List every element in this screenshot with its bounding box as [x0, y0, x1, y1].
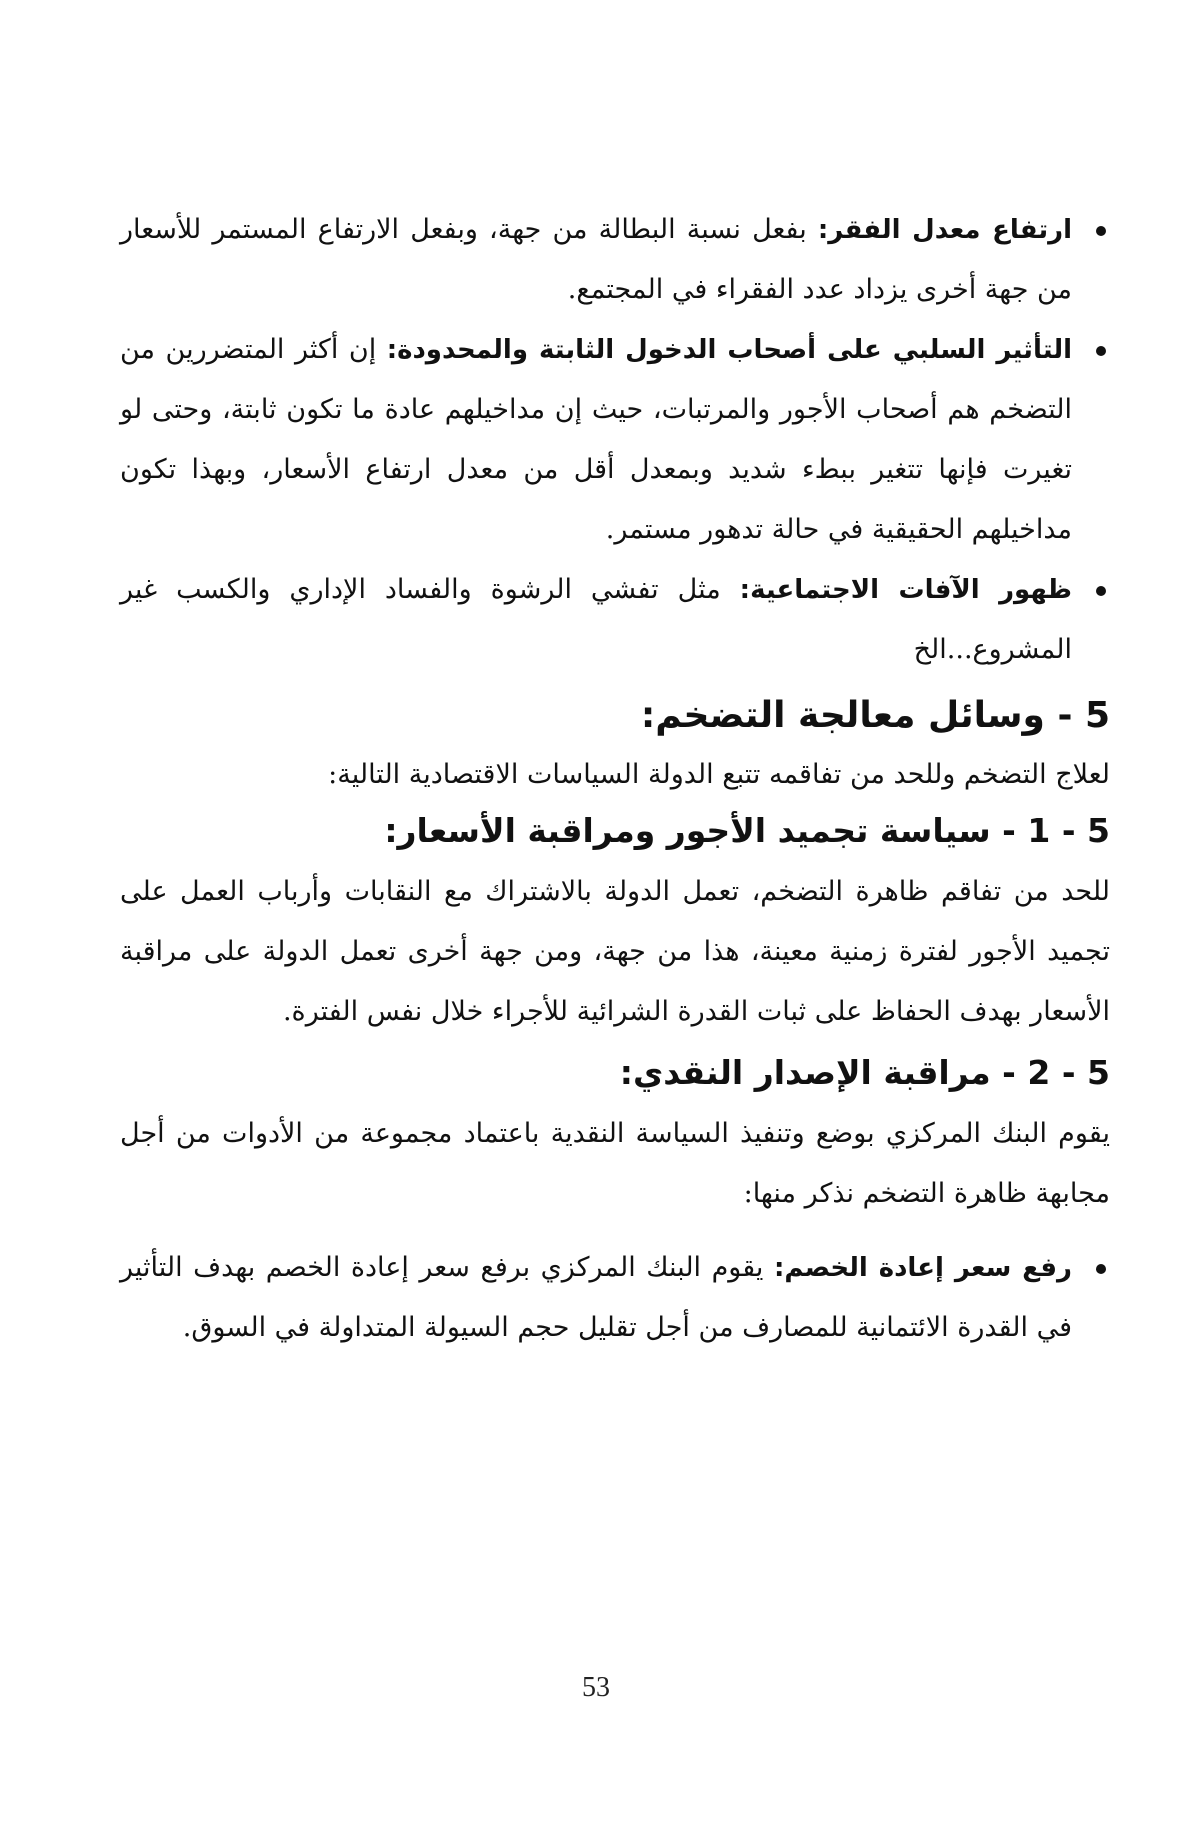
subsection-text-wages: للحد من تفاقم ظاهرة التضخم، تعمل الدولة بالاشتراك مع النقابات وأرباب العمل على تجميد الأجور لفترة زمنية معينة، هذا من جهة، ومن جهة أخرى تعمل الدولة على مراقبة الأسعار بهدف الحفاظ على ثبات القدرة الشرائية للأجراء خلال نفس الفترة. [120, 876, 1110, 1027]
section-heading-treatment: 5 - وسائل معالجة التضخم: [640, 695, 1110, 736]
subsection-heading-monetary: 5 - 2 - مراقبة الإصدار النقدي: [619, 1053, 1110, 1092]
bullet-list-tools [120, 1238, 1110, 1358]
page-content [120, 200, 1110, 1358]
bullet-item-social-ills [120, 560, 1110, 680]
bullet-item-fixed-income [120, 320, 1110, 560]
bullet-item-poverty [120, 200, 1110, 320]
bullet-text: يقوم البنك المركزي برفع سعر إعادة الخصم بهدف التأثير في القدرة الائتمانية للمصارف من أجل تقليل حجم السيولة المتداولة في السوق. [120, 1252, 1072, 1343]
bullet-term: ظهور الآفات الاجتماعية: [739, 575, 1072, 605]
bullet-term: التأثير السلبي على أصحاب الدخول الثابتة والمحدودة: [386, 335, 1072, 365]
page-number: 53 [582, 1672, 610, 1703]
bullet-item-discount-rate [120, 1238, 1110, 1358]
bullet-term: ارتفاع معدل الفقر: [817, 215, 1072, 245]
bullet-text: مثل تفشي الرشوة والفساد الإداري والكسب غير المشروع...الخ [120, 574, 1072, 665]
section-intro: لعلاج التضخم وللحد من تفاقمه تتبع الدولة السياسات الاقتصادية التالية: [328, 759, 1110, 790]
bullet-text: بفعل نسبة البطالة من جهة، وبفعل الارتفاع المستمر للأسعار من جهة أخرى يزداد عدد الفقراء في المجتمع. [120, 214, 1072, 305]
subsection-heading-wages: 5 - 1 - سياسة تجميد الأجور ومراقبة الأسعار: [384, 811, 1110, 850]
bullet-term: رفع سعر إعادة الخصم: [773, 1253, 1073, 1283]
subsection-text-monetary: يقوم البنك المركزي بوضع وتنفيذ السياسة النقدية باعتماد مجموعة من الأدوات من أجل مجابهة ظاهرة التضخم نذكر منها: [120, 1118, 1110, 1209]
bullet-list-effects [120, 200, 1110, 680]
bullet-text: إن أكثر المتضررين من التضخم هم أصحاب الأجور والمرتبات، حيث إن مداخيلهم عادة ما تكون ثابتة، وحتى لو تغيرت فإنها تتغير ببطء شديد وبمعدل أقل من معدل ارتفاع الأسعار، وبهذا تكون مداخيلهم الحقيقية في حالة تدهور مستمر. [120, 334, 1072, 545]
spacer [120, 1224, 1110, 1238]
